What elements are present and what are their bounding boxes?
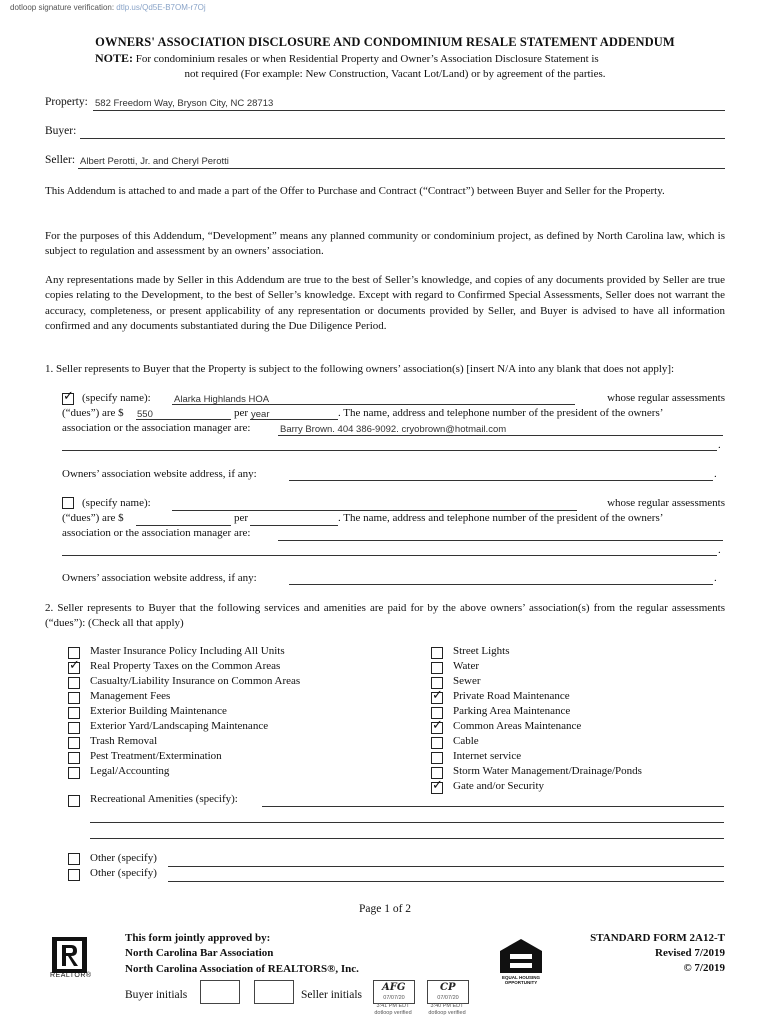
name-address-label: . The name, address and telephone number of the president of the owners’ bbox=[338, 512, 664, 524]
per-label: per bbox=[234, 512, 249, 524]
realtor-logo-icon bbox=[50, 936, 90, 980]
seller-initials-label: Seller initials bbox=[301, 989, 363, 1001]
stamp-2-time: 3:40 PM EDT bbox=[430, 1003, 464, 1009]
service-right-label: Cable bbox=[453, 735, 479, 747]
service-left-checkbox[interactable] bbox=[68, 662, 80, 674]
service-left-checkbox[interactable] bbox=[68, 722, 80, 734]
realtors-association: North Carolina Association of REALTORS®, Inc. bbox=[125, 963, 359, 975]
association-1-name[interactable]: Alarka Highlands HOA bbox=[174, 394, 270, 405]
service-right-label: Gate and/or Security bbox=[453, 780, 545, 792]
recreational-checkbox[interactable] bbox=[68, 795, 80, 807]
service-left-label: Exterior Yard/Landscaping Maintenance bbox=[90, 720, 269, 732]
paragraph-representations: Any representations made by Seller in this Addendum are true to the best of Seller’s knowledge, and copies of any documents provided by Seller are true copies relating to the Development, to the best of Seller’s knowledge. Except with regard to Confirmed Special Assessments, Seller does not warrant the accuracy, completeness, or present applicability of any representation or documents provided by Seller, and Buyer is advised to have all information confirmed and any documents substantiated during the Due Diligence Period. bbox=[45, 274, 725, 332]
service-right-label: Internet service bbox=[453, 750, 522, 762]
section-1-text: 1. Seller represents to Buyer that the Property is subject to the following owners’ association(s) [insert N/A into any blank that does not apply]: bbox=[45, 363, 675, 375]
note-line1: For condominium resales or when Residential Property and Owner’s Association Disclosure Statement is bbox=[135, 53, 599, 65]
association-1-checkbox[interactable] bbox=[62, 393, 74, 405]
service-right-label: Sewer bbox=[453, 675, 481, 687]
stamp-2-verified: dotloop verified bbox=[428, 1010, 466, 1016]
service-right-label: Storm Water Management/Drainage/Ponds bbox=[453, 765, 642, 777]
association-1-per[interactable]: year bbox=[251, 409, 270, 420]
period: . bbox=[718, 544, 721, 556]
service-left-checkbox[interactable] bbox=[68, 692, 80, 704]
recreational-line-1[interactable] bbox=[262, 806, 724, 807]
association-1-website-line[interactable] bbox=[289, 480, 713, 481]
verification-label: dotloop signature verification: bbox=[10, 3, 115, 12]
website-label-1: Owners’ association website address, if any: bbox=[62, 468, 257, 480]
copyright: © 7/2019 bbox=[683, 962, 725, 974]
period: . bbox=[714, 468, 717, 480]
other-1-checkbox[interactable] bbox=[68, 853, 80, 865]
service-left-checkbox[interactable] bbox=[68, 707, 80, 719]
buyer-initials-box-2[interactable] bbox=[254, 980, 294, 1004]
note bbox=[95, 51, 695, 82]
association-1-contact-line[interactable] bbox=[278, 435, 723, 436]
seller-line[interactable] bbox=[78, 168, 725, 169]
period: . bbox=[714, 572, 717, 584]
manager-label: association or the association manager are: bbox=[62, 422, 251, 434]
specify-name-label: (specify name): bbox=[82, 392, 151, 404]
service-left-checkbox[interactable] bbox=[68, 752, 80, 764]
association-1-contact[interactable]: Barry Brown. 404 386-9092. cryobrown@hotmail.com bbox=[280, 424, 507, 435]
service-left-label: Casualty/Liability Insurance on Common Areas bbox=[90, 675, 301, 687]
service-right-checkbox[interactable] bbox=[431, 692, 443, 704]
stamp-1-date: 07/07/20 bbox=[383, 995, 405, 1001]
service-right-checkbox[interactable] bbox=[431, 722, 443, 734]
seller-initials-box-1[interactable] bbox=[373, 980, 415, 1004]
buyer-line[interactable] bbox=[80, 138, 725, 139]
recreational-line-2[interactable] bbox=[90, 822, 724, 823]
seller-initials-2: CP bbox=[440, 982, 456, 993]
service-left-label: Master Insurance Policy Including All Units bbox=[90, 645, 285, 657]
seller-label: Seller: bbox=[45, 154, 76, 166]
standard-form: STANDARD FORM 2A12-T bbox=[590, 932, 725, 944]
service-left-checkbox[interactable] bbox=[68, 767, 80, 779]
paragraph-development: For the purposes of this Addendum, “Development” means any planned community or condominium project, as defined by North Carolina law, which is subject to regulation and assessment by an owners’ association. bbox=[45, 230, 725, 258]
service-right-label: Water bbox=[453, 660, 479, 672]
property-label: Property: bbox=[45, 96, 88, 108]
dues-label: (“dues”) are $ bbox=[62, 512, 124, 524]
per-label: per bbox=[234, 407, 249, 419]
note-line2: not required (For example: New Construction, Vacant Lot/Land) or by agreement of the parties. bbox=[184, 68, 606, 80]
service-left-label: Legal/Accounting bbox=[90, 765, 170, 777]
other-2-checkbox[interactable] bbox=[68, 869, 80, 881]
buyer-initials-box-1[interactable] bbox=[200, 980, 240, 1004]
recreational-line-3[interactable] bbox=[90, 838, 724, 839]
name-address-label: . The name, address and telephone number of the president of the owners’ bbox=[338, 407, 664, 419]
website-label-2: Owners’ association website address, if any: bbox=[62, 572, 257, 584]
service-right-label: Private Road Maintenance bbox=[453, 690, 570, 702]
property-value[interactable]: 582 Freedom Way, Bryson City, NC 28713 bbox=[95, 98, 274, 109]
service-right-checkbox[interactable] bbox=[431, 782, 443, 794]
seller-initials-1: AFG bbox=[382, 982, 406, 993]
service-right-label: Street Lights bbox=[453, 645, 510, 657]
approved-text: This form jointly approved by: bbox=[125, 932, 271, 944]
realtor-mark: REALTOR® bbox=[50, 972, 92, 979]
stamp-1-verified: dotloop verified bbox=[374, 1010, 412, 1016]
association-1-dues[interactable]: 550 bbox=[137, 409, 153, 420]
service-right-checkbox[interactable] bbox=[431, 752, 443, 764]
association-1-contact-line-2[interactable] bbox=[62, 450, 717, 451]
paragraph-addendum: This Addendum is attached to and made a part of the Offer to Purchase and Contract (“Contract”) between Buyer and Seller for the Property. bbox=[45, 185, 665, 197]
dotloop-verification bbox=[10, 3, 206, 12]
association-2-contact-line[interactable] bbox=[278, 540, 723, 541]
service-left-checkbox[interactable] bbox=[68, 677, 80, 689]
stamp-2-date: 07/07/20 bbox=[437, 995, 459, 1001]
service-right-checkbox[interactable] bbox=[431, 662, 443, 674]
specify-name-label: (specify name): bbox=[82, 497, 151, 509]
other-1-line[interactable] bbox=[168, 866, 724, 867]
period: . bbox=[718, 439, 721, 451]
page-number: Page 1 of 2 bbox=[358, 903, 412, 915]
service-right-checkbox[interactable] bbox=[431, 737, 443, 749]
verification-link[interactable]: dtlp.us/Qd5E-B7OM-r7Oj bbox=[116, 3, 206, 12]
dues-label: (“dues”) are $ bbox=[62, 407, 124, 419]
manager-label: association or the association manager are: bbox=[62, 527, 251, 539]
equal-housing-icon bbox=[498, 937, 544, 985]
service-left-label: Real Property Taxes on the Common Areas bbox=[90, 660, 281, 672]
service-left-label: Management Fees bbox=[90, 690, 171, 702]
eho-text: EQUAL HOUSING OPPORTUNITY bbox=[502, 975, 540, 985]
service-left-label: Pest Treatment/Extermination bbox=[90, 750, 222, 762]
section-2-text: 2. Seller represents to Buyer that the following services and amenities are paid for by the above owners’ association(s) from the regular assessments (“dues”): (Check all that apply) bbox=[45, 602, 725, 630]
service-right-label: Common Areas Maintenance bbox=[453, 720, 582, 732]
whose-regular-label: whose regular assessments bbox=[607, 392, 725, 404]
seller-initials-box-2[interactable] bbox=[427, 980, 469, 1004]
note-label: NOTE: bbox=[95, 51, 134, 65]
service-right-checkbox[interactable] bbox=[431, 647, 443, 659]
seller-value[interactable]: Albert Perotti, Jr. and Cheryl Perotti bbox=[80, 156, 229, 167]
association-2-checkbox[interactable] bbox=[62, 497, 74, 509]
other-1-label: Other (specify) bbox=[90, 852, 157, 864]
buyer-initials-label: Buyer initials bbox=[125, 989, 188, 1001]
other-2-label: Other (specify) bbox=[90, 867, 157, 879]
property-line[interactable] bbox=[93, 110, 725, 111]
whose-regular-label: whose regular assessments bbox=[607, 497, 725, 509]
service-left-checkbox[interactable] bbox=[68, 737, 80, 749]
service-left-label: Trash Removal bbox=[90, 735, 158, 747]
association-2-website-line[interactable] bbox=[289, 584, 713, 585]
buyer-label: Buyer: bbox=[45, 125, 77, 137]
stamp-1-time: 3:41 PM EDT bbox=[376, 1003, 410, 1009]
document-title: OWNERS' ASSOCIATION DISCLOSURE AND CONDOMINIUM RESALE STATEMENT ADDENDUM bbox=[95, 35, 675, 49]
revised-date: Revised 7/2019 bbox=[655, 947, 725, 959]
other-2-line[interactable] bbox=[168, 881, 724, 882]
bar-association: North Carolina Bar Association bbox=[125, 947, 274, 959]
recreational-label: Recreational Amenities (specify): bbox=[90, 793, 238, 805]
service-left-label: Exterior Building Maintenance bbox=[90, 705, 227, 717]
association-2-contact-line-2[interactable] bbox=[62, 555, 717, 556]
service-right-label: Parking Area Maintenance bbox=[453, 705, 571, 717]
association-2-per-line[interactable] bbox=[250, 525, 338, 526]
